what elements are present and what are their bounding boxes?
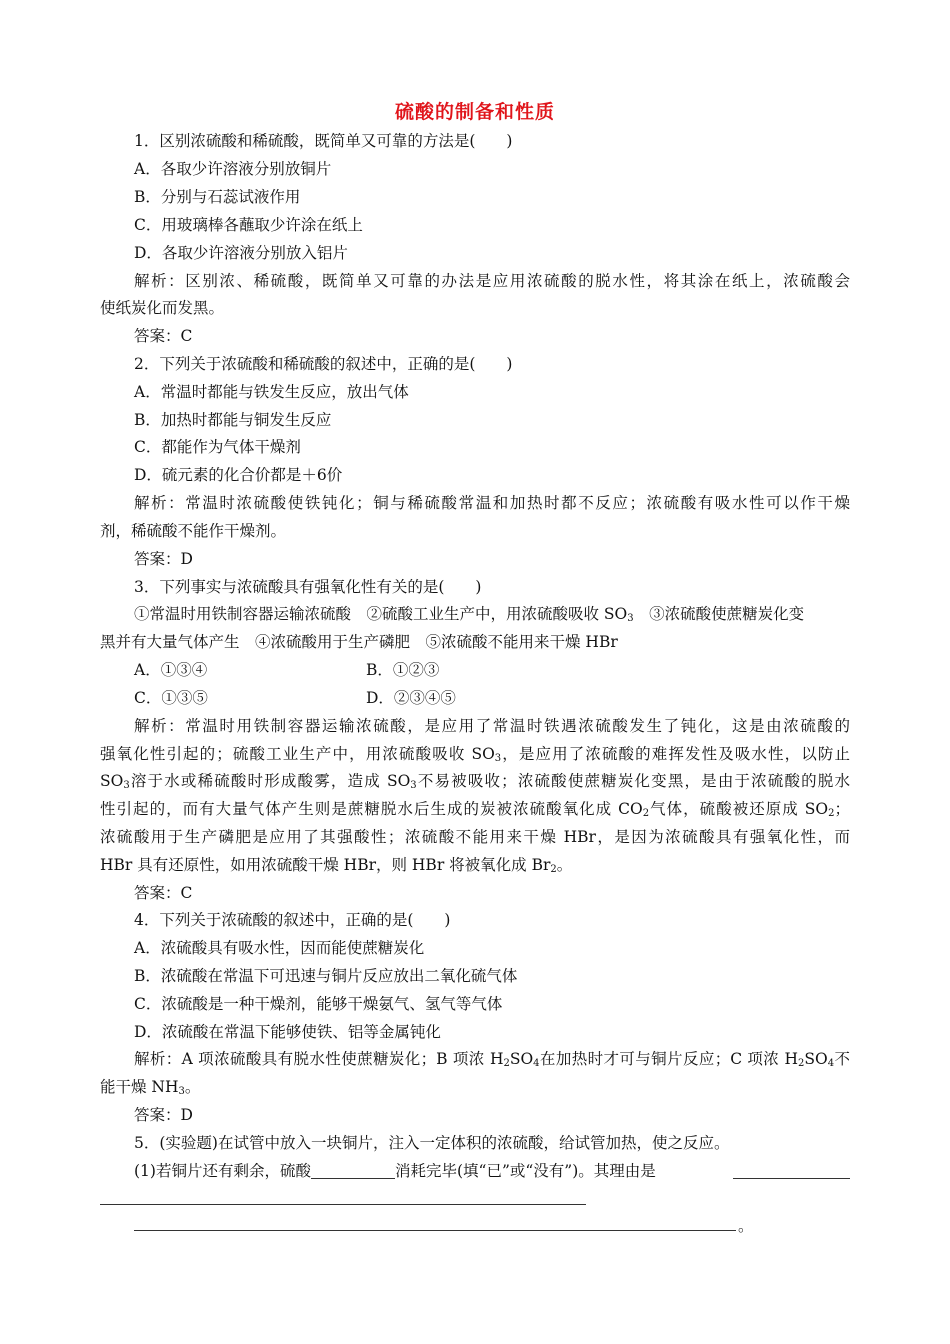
q3-stem: 3．下列事实与浓硫酸具有强氧化性有关的是( )	[134, 578, 482, 596]
q3-option-b: B．①②③	[366, 661, 440, 679]
q5-part1: (1)若铜片还有剩余，硫酸 消耗完毕(填“已”或“没有”)。其理由是	[134, 1162, 656, 1180]
q1-analysis-line2: 使纸炭化而发黑。	[100, 299, 225, 317]
q1-analysis-line1: 解析：区别浓、稀硫酸，既简单又可靠的办法是应用浓硫酸的脱水性，将其涂在纸上，浓硫酸会	[134, 272, 850, 290]
q2-option-d: D．硫元素的化合价都是＋6价	[134, 466, 343, 484]
q1-option-d: D．各取少许溶液分别放入铝片	[134, 244, 348, 262]
q2-analysis-line2: 剂，稀硫酸不能作干燥剂。	[100, 522, 287, 540]
q3-analysis-line4: 性引起的，而有大量气体产生则是蔗糖脱水后生成的炭被浓硫酸氧化成 $CO_2$气体，硫酸被还原成 $SO_2$；	[100, 800, 850, 819]
q2-option-b: B．加热时都能与铜发生反应	[134, 411, 332, 429]
q1-option-a: A．各取少许溶液分别放铜片	[134, 160, 332, 178]
q3-items-line2: 黑并有大量气体产生 ④浓硫酸用于生产磷肥 ⑤浓硫酸不能用来干燥 HBr	[100, 633, 618, 651]
q1-option-b: B．分别与石蕊试液作用	[134, 188, 301, 206]
q2-stem: 2．下列关于浓硫酸和稀硫酸的叙述中，正确的是( )	[134, 355, 513, 373]
q2-answer: 答案：D	[134, 550, 193, 568]
q4-stem: 4．下列关于浓硫酸的叙述中，正确的是( )	[134, 911, 451, 929]
q2-option-a: A．常温时都能与铁发生反应，放出气体	[134, 383, 409, 401]
q3-analysis-line6: HBr 具有还原性，如用浓硫酸干燥 HBr，则 HBr 将被氧化成 $Br_2$。	[100, 856, 573, 875]
q2-option-c: C．都能作为气体干燥剂	[134, 438, 301, 456]
q3-analysis-line2: 强氧化性引起的；硫酸工业生产中，用浓硫酸吸收 $SO_3$，是应用了浓硫酸的难挥发性及吸水性，以防止	[100, 745, 850, 764]
q4-option-d: D．浓硫酸在常温下能够使铁、铝等金属钝化	[134, 1023, 441, 1041]
q4-option-a: A．浓硫酸具有吸水性，因而能使蔗糖炭化	[134, 939, 425, 957]
q4-analysis-line1: 解析：A 项浓硫酸具有脱水性使蔗糖炭化；B 项浓 $H_2SO_4$在加热时才可与铜片反应；C 项浓 $H_2SO_4$不	[134, 1050, 850, 1069]
q1-stem: 1．区别浓硫酸和稀硫酸，既简单又可靠的方法是( )	[134, 132, 513, 150]
q5-end-mark: 。	[738, 1217, 754, 1235]
q3-option-a: A．①③④	[134, 661, 208, 679]
q3-analysis-line1: 解析：常温时用铁制容器运输浓硫酸，是应用了常温时铁遇浓硫酸发生了钝化，这是由浓硫酸的	[134, 717, 850, 735]
q3-analysis-line5: 浓硫酸用于生产磷肥是应用了其强酸性；浓硫酸不能用来干燥 HBr，是因为浓硫酸具有强氧化性，而	[100, 828, 850, 846]
q5-stem: 5．(实验题)在试管中放入一块铜片，注入一定体积的浓硫酸，给试管加热，使之反应。	[134, 1134, 730, 1152]
q4-analysis-line2: 能干燥 $NH_3$。	[100, 1078, 201, 1097]
q1-option-c: C．用玻璃棒各蘸取少许涂在纸上	[134, 216, 363, 234]
q3-items-line1: ①常温时用铁制容器运输浓硫酸 ②硫酸工业生产中，用浓硫酸吸收 $SO_3$ ③浓硫酸使蔗糖炭化变	[134, 605, 805, 624]
q2-analysis-line1: 解析：常温时浓硫酸使铁钝化；铜与稀硫酸常温和加热时都不反应；浓硫酸有吸水性可以作干燥	[134, 494, 850, 512]
q4-answer: 答案：D	[134, 1106, 193, 1124]
page-title: 硫酸的制备和性质	[394, 101, 555, 123]
q5-answer-line-2[interactable]	[100, 1204, 586, 1205]
q5-answer-line-1[interactable]	[733, 1178, 850, 1179]
q1-answer: 答案：C	[134, 327, 193, 345]
q5-answer-line-3[interactable]	[134, 1230, 736, 1231]
q3-answer: 答案：C	[134, 884, 193, 902]
q3-analysis-line3: $SO_3$溶于水或稀硫酸时形成酸雾，造成 $SO_3$不易被吸收；浓硫酸使蔗糖炭化变黑，是由于浓硫酸的脱水	[100, 772, 850, 791]
q4-option-b: B．浓硫酸在常温下可迅速与铜片反应放出二氧化硫气体	[134, 967, 518, 985]
q3-option-c: C．①③⑤	[134, 689, 208, 707]
q3-option-d: D．②③④⑤	[366, 689, 456, 707]
q4-option-c: C．浓硫酸是一种干燥剂，能够干燥氨气、氢气等气体	[134, 995, 503, 1013]
q5-fill-blank-1[interactable]	[311, 1178, 395, 1179]
